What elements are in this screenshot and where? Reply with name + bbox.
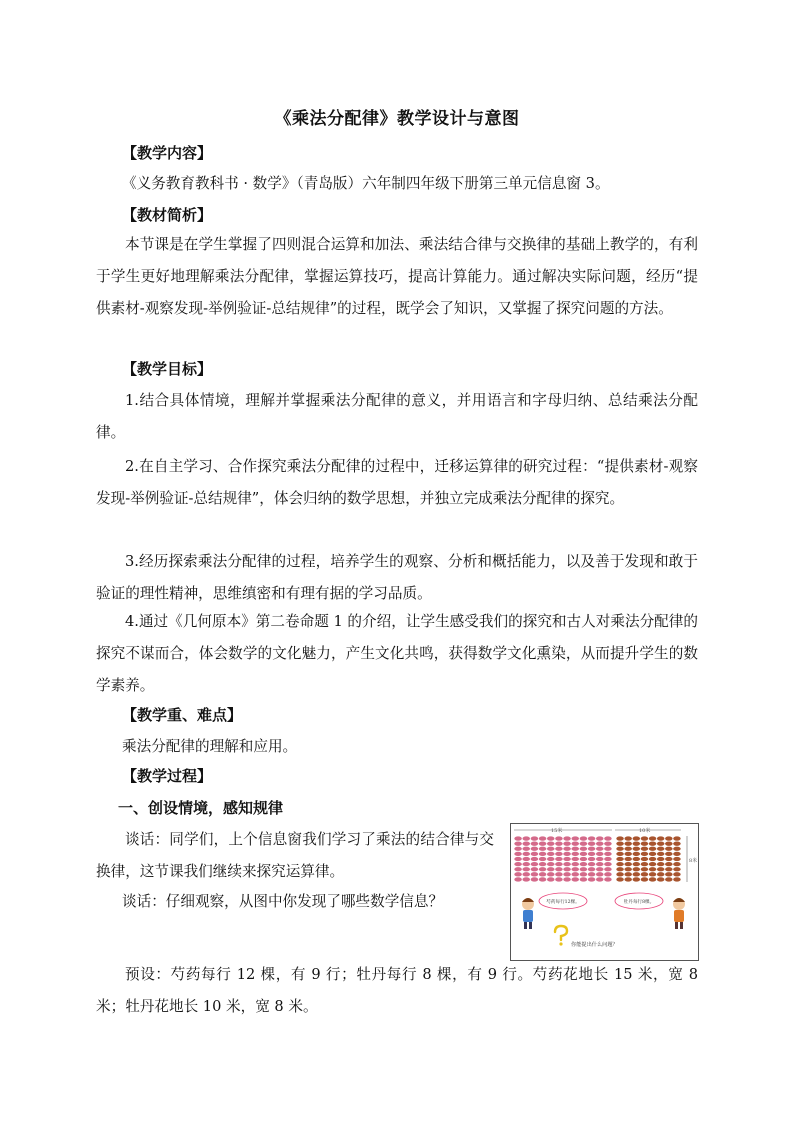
flower [616, 836, 623, 840]
flower [547, 847, 555, 851]
heading-teaching-goals: 【教学目标】 [122, 360, 213, 378]
child-right-body [674, 910, 684, 922]
flower [531, 867, 539, 871]
flower [641, 836, 648, 840]
mudan-bed [616, 836, 680, 881]
talk-1: 谈话：同学们，上个信息窗我们学习了乘法的结合律与交换律，这节课我们继续来探究运算律。 [96, 831, 494, 880]
heading-teaching-process: 【教学过程】 [122, 767, 213, 785]
flower [563, 867, 571, 871]
flower [596, 877, 604, 881]
flower [588, 877, 596, 881]
flower [604, 842, 612, 846]
flower [522, 847, 530, 851]
flower [531, 857, 539, 861]
flower [604, 857, 612, 861]
flower [588, 872, 596, 876]
shaoyao-bed [514, 836, 611, 881]
child-left-figure [522, 898, 534, 929]
flower [604, 872, 612, 876]
flower [657, 867, 664, 871]
flower [580, 836, 588, 840]
flower [604, 852, 612, 856]
flower [657, 877, 664, 881]
flower [616, 877, 623, 881]
flower [531, 836, 539, 840]
flower [624, 836, 631, 840]
flower [555, 867, 563, 871]
flower [665, 852, 672, 856]
flower [539, 842, 547, 846]
flower [604, 867, 612, 871]
flower [555, 877, 563, 881]
talk-2: 谈话：仔细观察，从图中你发现了哪些数学信息？ [122, 893, 444, 910]
child-right-leg [680, 922, 683, 929]
flower [649, 852, 656, 856]
flower [539, 847, 547, 851]
flower [580, 867, 588, 871]
flower [665, 847, 672, 851]
flower [596, 867, 604, 871]
flower-bed-illustration [510, 823, 699, 961]
left-length-label: 15米 [551, 828, 563, 834]
flower [604, 836, 612, 840]
flower [588, 867, 596, 871]
flower [514, 872, 522, 876]
flower [624, 867, 631, 871]
child-right-figure [673, 898, 685, 929]
heading-material-analysis: 【教材简析】 [122, 206, 213, 224]
flower [522, 872, 530, 876]
flower [588, 836, 596, 840]
flower [641, 847, 648, 851]
flower [555, 842, 563, 846]
flower [531, 862, 539, 866]
flower [522, 852, 530, 856]
question-prompt: 你能提出什么问题？ [571, 942, 618, 948]
flower [514, 877, 522, 881]
goal-3: 3.经历探索乘法分配律的过程，培养学生的观察、分析和概括能力，以及善于发现和敢于验证的理性精神，思维缜密和有理有据的学习品质。 [96, 553, 698, 602]
flower [514, 857, 522, 861]
flower [539, 852, 547, 856]
flower [649, 862, 656, 866]
flower [571, 872, 579, 876]
flower [624, 847, 631, 851]
flower [657, 862, 664, 866]
flower [571, 842, 579, 846]
flower [633, 872, 640, 876]
flower [665, 836, 672, 840]
flower [641, 872, 648, 876]
flower [571, 862, 579, 866]
flower [547, 877, 555, 881]
flower [665, 842, 672, 846]
speech-bubble-left-text: 芍药每行12棵。 [546, 900, 580, 905]
flower [555, 857, 563, 861]
flower [563, 862, 571, 866]
flower [588, 842, 596, 846]
flower [547, 842, 555, 846]
flower [571, 877, 579, 881]
flower [657, 836, 664, 840]
flower [641, 877, 648, 881]
flower-bed-svg [511, 824, 698, 960]
flower [580, 852, 588, 856]
flower [580, 847, 588, 851]
flower [522, 836, 530, 840]
flower [580, 872, 588, 876]
flower [616, 867, 623, 871]
flower [514, 836, 522, 840]
step-1-heading: 一、创设情境，感知规律 [118, 799, 284, 817]
flower [624, 857, 631, 861]
flower [580, 857, 588, 861]
flower [657, 847, 664, 851]
flower [673, 857, 680, 861]
flower [580, 862, 588, 866]
flower [596, 857, 604, 861]
flower [624, 877, 631, 881]
flower [649, 847, 656, 851]
flower [616, 872, 623, 876]
flower [563, 877, 571, 881]
child-left-hair [522, 898, 534, 902]
flower [531, 872, 539, 876]
child-right-leg [675, 922, 678, 929]
flower [649, 877, 656, 881]
flower [616, 852, 623, 856]
flower [665, 862, 672, 866]
flower [571, 852, 579, 856]
flower [657, 857, 664, 861]
flower [514, 867, 522, 871]
flower [555, 872, 563, 876]
document-title: 《乘法分配律》教学设计与意图 [274, 109, 520, 129]
flower [547, 857, 555, 861]
flower [657, 872, 664, 876]
flower [571, 867, 579, 871]
flower [522, 857, 530, 861]
flower [563, 872, 571, 876]
flower [514, 842, 522, 846]
flower [596, 852, 604, 856]
flower [624, 872, 631, 876]
heading-key-points: 【教学重、难点】 [122, 706, 243, 724]
child-left-leg [524, 922, 527, 929]
flower [571, 857, 579, 861]
flower [633, 867, 640, 871]
flower [555, 862, 563, 866]
flower [514, 852, 522, 856]
flower [531, 852, 539, 856]
flower [641, 852, 648, 856]
flower [596, 872, 604, 876]
flower [641, 842, 648, 846]
flower [563, 852, 571, 856]
flower [665, 867, 672, 871]
flower [633, 857, 640, 861]
child-left-body [523, 910, 533, 922]
flower [522, 862, 530, 866]
flower [633, 842, 640, 846]
flower [588, 852, 596, 856]
flower [571, 836, 579, 840]
flower [633, 862, 640, 866]
width-label: 8米 [689, 858, 698, 864]
flower [665, 877, 672, 881]
flower [547, 867, 555, 871]
goal-1: 1.结合具体情境，理解并掌握乘法分配律的意义，并用语言和字母归纳、总结乘法分配律。 [96, 392, 698, 441]
flower [588, 847, 596, 851]
flower [539, 862, 547, 866]
flower [665, 872, 672, 876]
flower [514, 847, 522, 851]
flower [522, 867, 530, 871]
flower [539, 836, 547, 840]
goal-4: 4.通过《几何原本》第二卷命题 1 的介绍，让学生感受我们的探究和古人对乘法分配律的探究不谋而合，体会数学的文化魅力，产生文化共鸣，获得数学文化熏染，从而提升学生的数学素养。 [96, 613, 698, 694]
flower [616, 842, 623, 846]
heading-teaching-content: 【教学内容】 [122, 144, 213, 162]
flower [539, 872, 547, 876]
flower [563, 836, 571, 840]
speech-bubble-right-text: 牡丹每行8棵。 [623, 900, 655, 905]
flower [555, 852, 563, 856]
flower [547, 872, 555, 876]
flower [633, 847, 640, 851]
flower [571, 847, 579, 851]
flower [539, 857, 547, 861]
flower [673, 852, 680, 856]
flower [596, 842, 604, 846]
flower [673, 862, 680, 866]
flower [604, 877, 612, 881]
flower [657, 852, 664, 856]
flower [547, 836, 555, 840]
flower [649, 836, 656, 840]
flower [624, 842, 631, 846]
flower [673, 867, 680, 871]
flower [649, 867, 656, 871]
flower [633, 836, 640, 840]
flower [531, 847, 539, 851]
flower [588, 857, 596, 861]
flower [563, 857, 571, 861]
flower [547, 852, 555, 856]
flower [580, 877, 588, 881]
flower [673, 842, 680, 846]
flower [580, 842, 588, 846]
flower [665, 857, 672, 861]
child-right-hair [673, 898, 685, 902]
flower [657, 842, 664, 846]
flower [604, 862, 612, 866]
flower [547, 862, 555, 866]
right-length-label: 10米 [639, 828, 651, 834]
goal-2: 2.在自主学习、合作探究乘法分配律的过程中，迁移运算律的研究过程：“提供素材-观察发现-举例验证-总结规律”，体会归纳的数学思想，并独立完成乘法分配律的探究。 [96, 458, 698, 507]
flower [522, 842, 530, 846]
flower [649, 872, 656, 876]
flower [649, 857, 656, 861]
flower [539, 867, 547, 871]
teaching-content-text: 《义务教育教科书 · 数学》（青岛版）六年制四年级下册第三单元信息窗 3。 [122, 175, 610, 192]
flower [673, 836, 680, 840]
flower [555, 847, 563, 851]
flower [563, 842, 571, 846]
flower [596, 847, 604, 851]
flower [563, 847, 571, 851]
flower [673, 872, 680, 876]
flower [604, 847, 612, 851]
flower [514, 862, 522, 866]
flower [633, 852, 640, 856]
flower [673, 847, 680, 851]
flower [641, 862, 648, 866]
flower [641, 857, 648, 861]
flower [596, 862, 604, 866]
flower [616, 857, 623, 861]
flower [616, 847, 623, 851]
flower [555, 836, 563, 840]
flower [624, 852, 631, 856]
flower [641, 867, 648, 871]
flower [649, 842, 656, 846]
material-analysis-text: 本节课是在学生掌握了四则混合运算和加法、乘法结合律与交换律的基础上教学的，有利于学生更好地理解乘法分配律，掌握运算技巧，提高计算能力。通过解决实际问题，经历“提供素材-观察发现-举例验证-总结规律”的过程，既学会了知识，又掌握了探究问题的方法。 [96, 236, 698, 317]
flower [588, 862, 596, 866]
flower [616, 862, 623, 866]
flower [624, 862, 631, 866]
flower [596, 836, 604, 840]
flower [531, 842, 539, 846]
flower [539, 877, 547, 881]
flower [673, 877, 680, 881]
preset-answer: 预设：芍药每行 12 棵，有 9 行；牡丹每行 8 棵，有 9 行。芍药花地长 15 米，宽 8 米；牡丹花地长 10 米，宽 8 米。 [96, 966, 698, 1015]
flower [522, 877, 530, 881]
key-points-text: 乘法分配律的理解和应用。 [122, 738, 298, 755]
flower [633, 877, 640, 881]
child-left-leg [529, 922, 532, 929]
flower [531, 877, 539, 881]
question-mark-icon [555, 926, 567, 946]
